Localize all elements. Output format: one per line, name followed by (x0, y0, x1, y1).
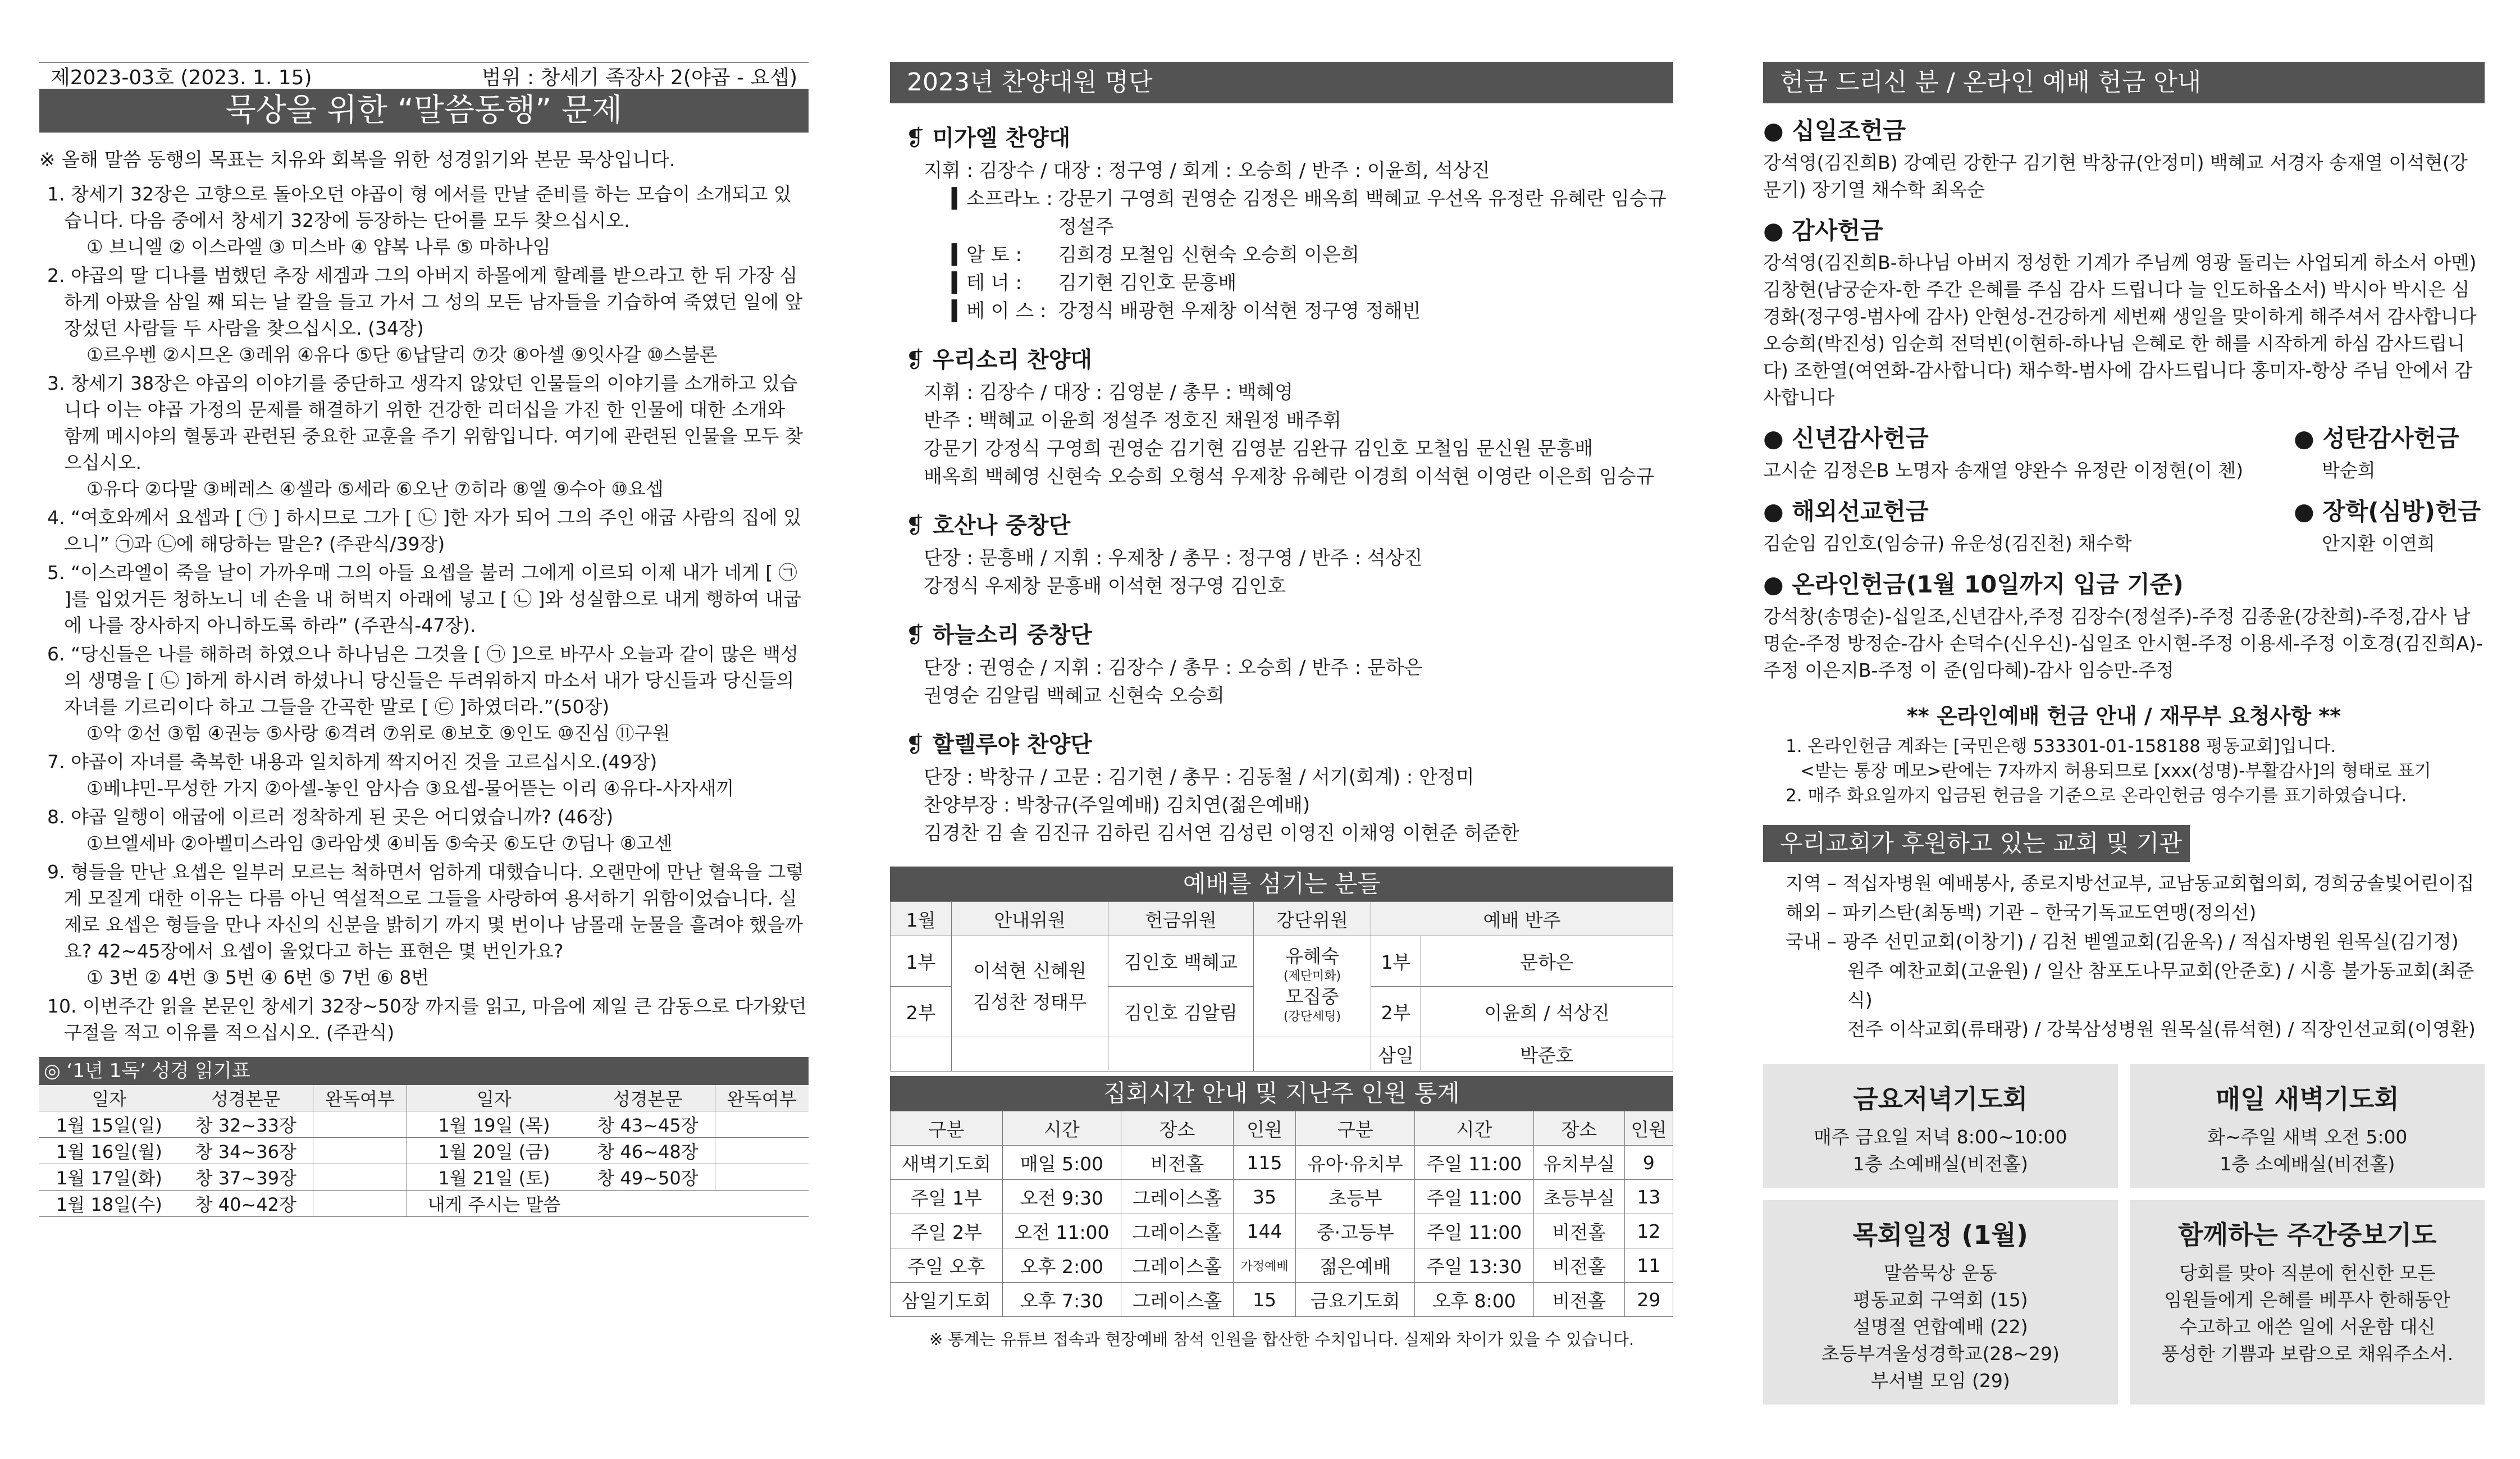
offering-section-title: 헌금 드리신 분 / 온라인 예배 헌금 안내 (1763, 62, 2485, 103)
question: 4. “여호와께서 요셉과 [ ㉠ ] 하시므로 그가 [ ㉡ ]한 자가 되어 그의 주인 애굽 사람의 집에 있으니” ㉠과 ㉡에 해당하는 말은? (주관식/39장) (47, 507, 802, 555)
done-checkbox[interactable] (313, 1191, 407, 1217)
table-row: 주일 오후 오후 2:00 그레이스홀 가정예배 젊은예배 주일 13:30 비전홀 11 (891, 1248, 1673, 1283)
table-row: 1월 15일(일) 창 32~33장 1월 19일 (목) 창 43~45장 (39, 1111, 809, 1138)
online-notice-title: ** 온라인예배 헌금 안내 / 재무부 요청사항 ** (1906, 704, 2341, 728)
choir-hosanna: ❡ 호산나 중창단 단장 : 문흥배 / 지휘 : 우제창 / 총무 : 정구영 / 반주 : 석상진 강정식 우제창 문흥배 이석현 정구영 김인호 (890, 508, 1673, 600)
header-cell: 일자 (39, 1085, 179, 1111)
question: 2. 야곱의 딸 디나를 범했던 추장 세겜과 그의 아버지 하몰에게 할례를 받으라고 한 뒤 가장 심하게 아팠을 삼일 째 되는 날 칼을 들고 가서 그 성의 모든 남자들을 기습하여 죽였던 일에 앞장섰던 사람들 두 사람을 찾으십시오. (34장) ①르우벤 ②시므온 ③레위 ④유다 ⑤단 ⑥납달리 ⑦갓 ⑧아셀 ⑨잇사갈 ⑩스불론 (47, 265, 803, 366)
choir-name: ❡ 우리소리 찬양대 (906, 347, 1092, 373)
table-row: 삼일기도회 오후 7:30 그레이스홀 15 금요기도회 오후 8:00 비전홀 29 (891, 1283, 1673, 1317)
question: 9. 형들을 만난 요셉은 일부러 모르는 척하면서 엄하게 대했습니다. 오랜만에 만난 혈육을 그렇게 모질게 대한 이유는 다름 아닌 역설적으로 그들을 사랑하여 용서하기 위함이었습니다. 실제로 요셉은 형들을 만나 자신의 신분을 밝히기 까지 몇 번이나 남몰래 눈물을 흘려야 했을까요? 42~45장에서 요셉이 울었다고 하는 표현은 몇 번인가요? ① 3번 ② 4번 ③ 5번 ④ 6번 ⑤ 7번 ⑥ 8번 (47, 861, 804, 988)
table-row: 1월 16일(월) 창 34~36장 1월 20일 (금) 창 46~48장 (39, 1138, 809, 1164)
question-list (39, 181, 809, 1046)
table-row: 주일 2부 오전 11:00 그레이스홀 144 중·고등부 주일 11:00 비전홀 12 (891, 1214, 1673, 1248)
question: 1. 창세기 32장은 고향으로 돌아오던 야곱이 형 에서를 만날 준비를 하는 모습이 소개되고 있습니다. 다음 중에서 창세기 32장에 등장하는 단어를 모두 찾으십시오. ① 브니엘 ② 이스라엘 ③ 미스바 ④ 얍복 나루 ⑤ 마하나임 (47, 183, 792, 258)
question: 3. 창세기 38장은 야곱의 이야기를 중단하고 생각지 않았던 인물들의 이야기를 소개하고 있습니다 이는 야곱 가정의 문제를 해결하기 위한 건강한 리더십을 가진 한 인물에 대한 소개와 함께 메시야의 혈통과 관련된 중요한 교훈을 주기 위함입니다. 여기에 관련된 인물을 모두 찾으십시오. ①유다 ②다말 ③베레스 ④셀라 ⑤세라 ⑥오난 ⑦히라 ⑧엘 ⑨수아 ⑩요셉 (47, 372, 803, 500)
table-row: 1월 17일(화) 창 37~39장 1월 21일 (토) 창 49~50장 (39, 1164, 809, 1191)
support-title: 우리교회가 후원하고 있는 교회 및 기관 (1763, 825, 2190, 862)
choir-name: ❡ 하늘소리 중창단 (906, 622, 1092, 648)
page-title: 묵상을 위한 “말씀동행” 문제 (39, 89, 809, 133)
offering-christmas: ● 성탄감사헌금 박순희 (2294, 425, 2459, 481)
question: 7. 야곱이 자녀를 축복한 내용과 일치하게 짝지어진 것을 고르십시오.(49장) ①베냐민-무성한 가지 ②아셀-놓인 암사슴 ③요셉-물어뜯는 이리 ④유다-사자새끼 (47, 751, 734, 799)
support-list: 지역 – 적십자병원 예배봉사, 종로지방선교부, 교남동교회협의회, 경희궁솔빛어린이집 해외 – 파키스탄(최동백) 기관 – 한국기독교도연맹(정의선) 국내 – 광주 선민교회(이창기) / 김천 벧엘교회(김윤옥) / 적십자병원 원목실(김기정) 원주 예찬교회(고윤원) / 일산 참포도나무교회(안준호) / 시흥 불가동교회(최준식) 전주 이삭교회(류태광) / 강북삼성병원 원목실(류석현) / 직장인선교회(이영환) (1786, 872, 2476, 1040)
pastoral-schedule-box: 목회일정 (1월) 말씀묵상 운동 평동교회 구역회 (15) 설명절 연합예배 (22) 초등부겨울성경학교(28~29) 부서별 모임 (29) (1763, 1200, 2118, 1405)
done-checkbox[interactable] (313, 1138, 407, 1164)
meetings-table: 구분 시간 장소 인원 구분 시간 장소 인원 새벽기도회 매일 5:00 비전홀 115 유아·유치부 주일 11:00 유치부실 9 주일 1부 오전 9:30 그레이스홀 35 초등부 주일 11:00 초등부실 13 주일 2부 오전 11:00 그레이스홀 144 중·고등부 주일 11:00 비전홀 12 주일 오후 오후 2:00 그레이스홀 가정예배 젊은예배 주일 13:30 비전홀 11 삼일기도회 오후 7:30 그레이스홀 15 금요기도회 오후 8:00 비전홀 29 (890, 1111, 1673, 1317)
table-row: 1월 18일(수) 창 40~42장 내게 주시는 말씀 (39, 1191, 809, 1217)
stats-footnote: ※ 통계는 유튜브 접속과 현장예배 참석 인원을 합산한 수치입니다. 실제와 차이가 있을 수 있습니다. (929, 1330, 1635, 1349)
reading-plan-table (39, 1085, 809, 1217)
question: 5. “이스라엘이 죽을 날이 가까우매 그의 아들 요셉을 불러 그에게 이르되 이제 내가 네게 [ ㉠ ]를 입었거든 청하노니 네 손을 내 허벅지 아래에 넣고 [ ㉡ ]와 성실함으로 내게 행하여 내굽에 나를 장사하지 아니하도록 하라” (주관식-47장). (47, 562, 801, 636)
choir-name: ❡ 미가엘 찬양대 (906, 125, 1071, 151)
header-cell: 일자 (407, 1085, 581, 1111)
schedule-boxes (1763, 1064, 2485, 1405)
offering-newyear: ● 신년감사헌금 고시순 김정은B 노명자 송재열 양완수 유정란 이정현(이 첸) (1763, 425, 2244, 481)
table-row: 주일 1부 오전 9:30 그레이스홀 35 초등부 주일 11:00 초등부실 13 (891, 1180, 1673, 1214)
question: 10. 이번주간 읽을 본문인 창세기 32장~50장 까지를 읽고, 마음에 제일 큰 감동으로 다가왔던 구절을 적고 이유를 적으십시오. (주관식) (47, 995, 807, 1043)
offering-scholarship: ● 장학(심방)헌금 안지환 이연희 (2294, 498, 2481, 554)
issue-number: 제2023-03호 (2023. 1. 15) (51, 66, 312, 89)
choir-michael: ❡ 미가엘 찬양대 지휘 : 김장수 / 대장 : 정구영 / 회계 : 오승희 / 반주 : 이윤희, 석상진 ▍소프라노 : 강문기 구영희 권영순 김정은 배옥희 백혜교 우선옥 유정란 유혜란 임승규 정설주 ▍알 토 : 김희경 모철임 신현숙 오승희 이은희 ▍테 너 : 김기현 김인호 문흥배 ▍베 이 스 : 강정식 배광현 우제창 이석현 정구영 정해빈 (890, 120, 1673, 325)
offering-mission: ● 해외선교헌금 김순임 김인호(임승규) 유운성(김진천) 채수학 (1763, 498, 2132, 554)
reading-plan-title: ◎ ‘1년 1독’ 성경 읽기표 (39, 1057, 809, 1085)
choir-hallelujah: ❡ 할렐루야 찬양단 단장 : 박창규 / 고문 : 김기현 / 총무 : 김동철 / 서기(회계) : 안정미 찬양부장 : 박창규(주일예배) 김치연(젊은예배) 김경찬 김 솔 김진규 김하린 김서연 김성린 이영진 이채영 이현준 허준한 (890, 727, 1673, 847)
reading-range: 범위 : 창세기 족장사 2(야곱 - 요셉) (481, 66, 797, 89)
header-cell: 성경본문 (581, 1085, 715, 1111)
done-checkbox[interactable] (313, 1164, 407, 1191)
dawn-prayer-box: 매일 새벽기도회 화~주일 새벽 오전 5:00 1층 소예배실(비전홀) (2130, 1064, 2485, 1188)
table-row: 새벽기도회 매일 5:00 비전홀 115 유아·유치부 주일 11:00 유치부실 9 (891, 1146, 1673, 1180)
question: 6. “당신들은 나를 해하려 하였으나 하나님은 그것을 [ ㉠ ]으로 바꾸사 오늘과 같이 많은 백성의 생명을 [ ㉡ ]하게 하시려 하셨나니 당신들은 두려워하지 마소서 내가 당신들과 당신들의 자녀를 기르리이다 하고 그들을 간곡한 말로 [ ㉢ ]하였더라.”(50장) ①악 ②선 ③힘 ④권능 ⑤사랑 ⑥격려 ⑦위로 ⑧보호 ⑨인도 ⑩진심 ⑪구원 (47, 643, 799, 744)
done-checkbox[interactable] (715, 1111, 809, 1138)
offering-tithe: ● 십일조헌금 강석영(김진희B) 강예린 강한구 김기현 박창규(안정미) 백혜교 서경자 송재열 이석현(강문기) 장기열 채수학 최옥순 (1763, 117, 2468, 200)
intro-text: ※ 올해 말씀 동행의 목표는 치유와 회복을 위한 성경읽기와 본문 묵상입니다. (39, 149, 675, 171)
header-cell: 완독여부 (715, 1085, 809, 1111)
header-cell: 완독여부 (313, 1085, 407, 1111)
choir-name: ❡ 호산나 중창단 (906, 513, 1071, 539)
servants-title: 예배를 섬기는 분들 (890, 867, 1673, 901)
intercession-box: 함께하는 주간중보기도 당회를 맞아 직분에 헌신한 모든 임원들에게 은혜를 베푸사 한해동안 수고하고 애쓴 일에 서운함 대신 풍성한 기쁨과 보람으로 채워주소서. (2130, 1200, 2485, 1405)
done-checkbox[interactable] (715, 1164, 809, 1191)
done-checkbox[interactable] (313, 1111, 407, 1138)
choir-section-title: 2023년 찬양대원 명단 (890, 62, 1673, 103)
meetings-title: 집회시간 안내 및 지난주 인원 통계 (890, 1076, 1673, 1111)
friday-prayer-box: 금요저녁기도회 매주 금요일 저녁 8:00~10:00 1층 소예배실(비전홀) (1763, 1064, 2118, 1188)
question: 8. 야곱 일행이 애굽에 이르러 정착하게 된 곳은 어디였습니까? (46장) ①브엘세바 ②아벨미스라임 ③라암셋 ④비돔 ⑤숙곳 ⑥도단 ⑦딤나 ⑧고센 (47, 806, 673, 854)
offering-column: 헌금 드리신 분 / 온라인 예배 헌금 안내 ● 십일조헌금 강석영(김진희B) 강예린 강한구 김기현 박창규(안정미) 백혜교 서경자 송재열 이석현(강문기) 장기열 채수학 최옥순 ● 감사헌금 강석영(김진희B-하나님 아버지 정성한 기계가 주님께 영광 돌리는 사업되게 하소서 아멘) 김창현(남궁순자-한 주간 은혜를 주심 감사 드립니다 늘 인도하옵소서) 박시아 박시은 심경화(정구영-범사에 감사) 안현성-건강하게 세번째 생일을 맞이하게 해주셔서 감사합니다 오승희(박진성) 임순희 전덕빈(이현하-하나님 은혜로 한 해를 시작하게 하심 감사드립니다) 조한열(여연화-감사합니다) 채수학-범사에 감사드립니다 홍미자-항상 주님 안에서 감사합니다 ● 신년감사헌금 고시순 김정은B 노명자 송재열 양완수 유정란 이정현(이 첸) ● 성탄감사헌금 박순희 ● 해외선교헌금 김순임 김인호(임승규) 유운성(김진천) 채수학 ● 장학(심방)헌금 안지환 이연희 ● 온라인헌금(1월 10일까지 입금 기준) 강석창(송명순)-십일조,신년감사,주정 김장수(정설주)-주정 김종윤(강찬희)-주정,감사 남명순-주정 방정순-감사 손덕수(신우신)-십일조 안시현-주정 이용세-주정 이호경(김진희A)-주정 이은지B-주정 이 준(임다혜)-감사 임승만-주정 ** 온라인예배 헌금 안내 / 재무부 요청사항 ** 1. 온라인헌금 계좌는 [국민은행 533301-01-158188 평동교회]입니다. <받는 통장 메모>란에는 7자까지 허용되므로 [xxx(성명)-부활감사]의 형태로 표기 2. 매주 화요일까지 입금된 헌금을 기준으로 온라인헌금 영수기를 표기하였습니다. 우리교회가 후원하고 있는 교회 및 기관 지역 – 적십자병원 예배봉사, 종로지방선교부, 교남동교회협의회, 경희궁솔빛어린이집 해외 – 파키스탄(최동백) 기관 – 한국기독교도연맹(정의선) 국내 – 광주 선민교회(이창기) / 김천 벧엘교회(김윤옥) / 적십자병원 원목실(김기정) 원주 예찬교회(고윤원) / 일산 참포도나무교회(안준호) / 시흥 불가동교회(최준식) 전주 이삭교회(류태광) / 강북삼성병원 원목실(류석현) / 직장인선교회(이영환) 금요저녁기도회 매주 금요일 저녁 8:00~10:00 1층 소예배실(비전홀) 매일 새벽기도회 화~주일 새벽 오전 5:00 1층 소예배실(비전홀) 목회일정 (1월) 말씀묵상 운동 평동교회 구역회 (15) 설명절 연합예배 (22) 초등부겨울성경학교(28~29) 부서별 모임 (29) 함께하는 주간중보기도 당회를 맞아 직분에 헌신한 모든 임원들에게 은혜를 베푸사 한해동안 수고하고 애쓴 일에 서운함 대신 풍성한 기쁨과 보람으로 채워주소서. (1763, 62, 2485, 1405)
offering-online: ● 온라인헌금(1월 10일까지 입금 기준) 강석창(송명순)-십일조,신년감사,주정 김장수(정설주)-주정 김종윤(강찬희)-주정,감사 남명순-주정 방정순-감사 손덕수(신우신)-십일조 안시현-주정 이용세-주정 이호경(김진희A)-주정 이은지B-주정 이 준(임다혜)-감사 임승만-주정 (1763, 571, 2483, 681)
choir-name: ❡ 할렐루야 찬양단 (906, 732, 1092, 758)
issue-header (39, 62, 809, 89)
choir-haneulsori: ❡ 하늘소리 중창단 단장 : 권영순 / 지휘 : 김장수 / 총무 : 오승희 / 반주 : 문하은 권영순 김알림 백혜교 신현숙 오승희 (890, 617, 1673, 710)
servants-table: 1월 안내위원 헌금위원 강단위원 예배 반주 1부 이석현 신혜원 김성찬 정태무 김인호 백혜교 유혜숙 (제단미화) 모집중 (강단세팅) 1부 문하은 2부 김인호 김알림 2부 이윤희 / 석상진 삼일 박준호 (890, 901, 1673, 1072)
choir-column (890, 62, 1673, 1350)
header-cell: 성경본문 (179, 1085, 313, 1111)
choir-urisori: ❡ 우리소리 찬양대 지휘 : 김장수 / 대장 : 김영분 / 총무 : 백혜영 반주 : 백혜교 이윤희 정설주 정호진 채원정 배주휘 강문기 강정식 구영희 권영순 김기현 김영분 김완규 김인호 모철임 문신원 문흥배 배옥희 백혜영 신현숙 오승희 오형석 우제창 유혜란 이경희 이석현 이영란 이은희 임승규 (890, 342, 1673, 491)
done-checkbox[interactable] (715, 1138, 809, 1164)
offering-thanks: ● 감사헌금 강석영(김진희B-하나님 아버지 정성한 기계가 주님께 영광 돌리는 사업되게 하소서 아멘) 김창현(남궁순자-한 주간 은혜를 주심 감사 드립니다 늘 인도하옵소서) 박시아 박시은 심경화(정구영-범사에 감사) 안현성-건강하게 세번째 생일을 맞이하게 해주셔서 감사합니다 오승희(박진성) 임순희 전덕빈(이현하-하나님 은혜로 한 해를 시작하게 하심 감사드립니다) 조한열(여연화-감사합니다) 채수학-범사에 감사드립니다 홍미자-항상 주님 안에서 감사합니다 (1763, 217, 2477, 408)
bible-study-column (39, 62, 809, 1217)
